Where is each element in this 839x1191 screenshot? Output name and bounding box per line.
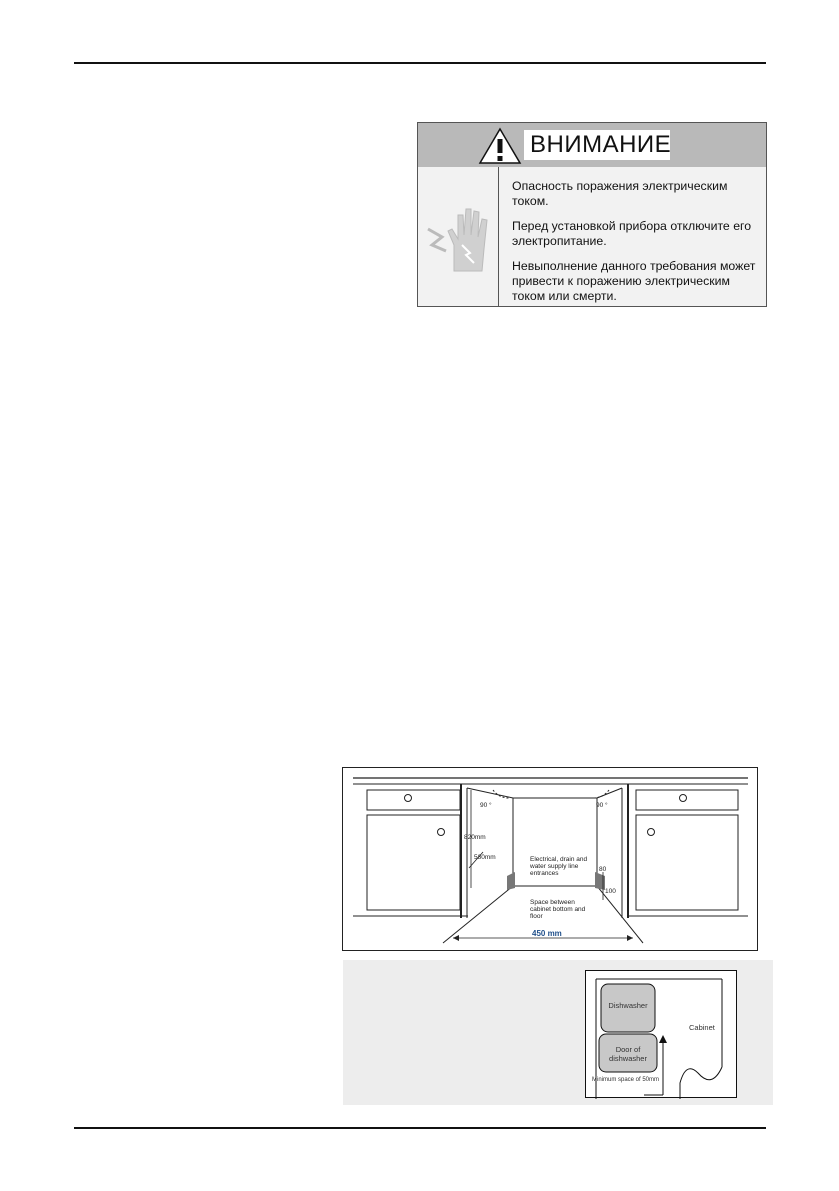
entrances-label: Electrical, drain and water supply line entrances [530, 856, 588, 877]
header-rule [74, 62, 766, 64]
angle-left-label: 90 ° [480, 802, 492, 809]
gap-bottom-label: 100 [605, 888, 616, 895]
footer-rule [74, 1127, 766, 1129]
warning-header [418, 123, 766, 167]
cabinet-label: Cabinet [689, 1023, 715, 1032]
angle-right-label: 90 ° [596, 802, 608, 809]
warning-text [512, 179, 764, 314]
warning-triangle-icon [478, 127, 522, 165]
height-label: 820mm [464, 834, 486, 841]
warning-line: Невыполнение данного требования может привести к поражению электрическим током или смерти. [512, 259, 756, 303]
warning-title: ВНИМАНИЕ [530, 131, 672, 158]
width-label: 450 mm [532, 929, 562, 938]
gap-top-label: 80 [599, 866, 607, 873]
cabinet-diagram [585, 970, 737, 1098]
warning-line: Опасность поражения электрическим током. [512, 179, 728, 208]
min-space-label: Minimum space of 50mm [592, 1077, 660, 1083]
warning-box [417, 122, 767, 307]
space-note-label: Space between cabinet bottom and floor [530, 899, 586, 920]
depth-label: 580mm [474, 854, 496, 861]
installation-diagram [342, 767, 758, 951]
electric-shock-hand-icon [426, 201, 496, 276]
door-label: Door of dishwasher [609, 1045, 647, 1063]
dishwasher-label: Dishwasher [608, 1001, 648, 1010]
warning-line: Перед установкой прибора отключите его электропитание. [512, 219, 752, 248]
